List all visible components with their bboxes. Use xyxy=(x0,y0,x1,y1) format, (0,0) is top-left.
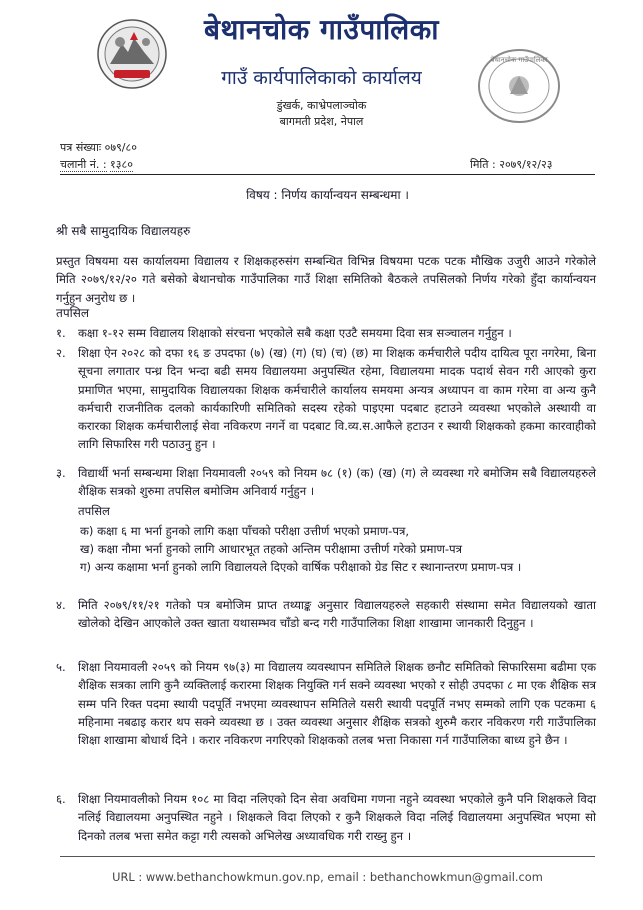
list-item xyxy=(56,464,596,504)
letter-date: मिति : २०७९/१२/२३ xyxy=(470,158,553,171)
list-item-text: शिक्षा ऐन २०२८ को दफा १६ ङ उपदफा (७) (ख) (ग) (घ) (च) (छ) मा शिक्षक कर्मचारीले पदीय दायित्व पूरा नगरेमा, बिना सूचना लगातार पन्ध्र दिन भन्दा बढी समय विद्यालयमा अनुपस्थित रहेमा, विद्यालयमा मादक पदार्थ सेवन गरी आएको कुरा प्रमाणित भएमा, सामुदायिक विद्यालयका शिक्षक कर्मचारीले कार्यालय समयमा अन्यत्र अध्यापन वा काम गरेमा वा अन्य कुनै कर्मचारी राजनीतिक दलको कार्यकारिणी समितिको सदस्य रहेको पाइएमा पदबाट हटाउने व्यवस्था भएकोले अस्थायी वा करारका शिक्षक कर्मचारीलाई सेवा नविकरण नगर्ने वा पदबाट वि.व्य.स.आफैले हटाउन र स्थायी शिक्षकको हकमा कारवाहीको लागि सिफारिस गरी पठाउनु हुन । xyxy=(78,346,596,452)
list-item-text: विद्यार्थी भर्ना सम्बन्धमा शिक्षा नियमावली २०५९ को नियम ७८ (१) (क) (ख) (ग) ले व्यवस्था गरे बमोजिम सबै विद्यालयहरुले शैक्षिक सत्रको शुरुमा तपसिल बमोजिम अनिवार्य गर्नुहुन । xyxy=(78,466,596,499)
reference-number: पत्र संख्याः ०७९/८० xyxy=(60,141,137,154)
list-item-text: शिक्षा नियमावलीको नियम १०८ मा विदा नलिएको दिन सेवा अवधिमा गणना नहुने व्यवस्था भएकोले कुनै पनि शिक्षकले विदा नलिई विद्यालयमा अनुपस्थित नहुने । शिक्षकले विदा लिएको र कुनै शिक्षकले विदा नलिई विद्यालयमा अनुपस्थित भएमा सो दिनको तलब भत्ता समेत कट्टा गरी त्यसको अभिलेख अध्यावधिक गरी राख्नु हुन । xyxy=(78,792,596,843)
address-line-1: डुंखर्क, काभ्रेपलाञ्चोक xyxy=(276,99,367,112)
footer-contact: URL : www.bethanchowkmun.gov.np, email : bethanchowkmun@gmail.com xyxy=(112,870,543,884)
office-title: बेथानचोक गाउँपालिका xyxy=(204,13,439,46)
sub-list-item: ख) कक्षा नौमा भर्ना हुनको लागि आधारभूत तहको अन्तिम परीक्षामा उत्तीर्ण गरेको प्रमाण-पत्र xyxy=(80,542,463,556)
list-item-number: ४. xyxy=(56,598,66,612)
sub-list-item: क) कक्षा ६ मा भर्ना हुनको लागि कक्षा पाँचको परीक्षा उत्तीर्ण भएको प्रमाण-पत्र, xyxy=(80,524,410,538)
official-stamp-icon xyxy=(474,46,564,126)
list-item-text: कक्षा १-१२ सम्म विद्यालय शिक्षाको संरचना भएकोले सबै कक्षा एउटै समयमा दिवा सत्र सञ्चालन गर्नुहुन । xyxy=(78,326,512,340)
office-subtitle: गाउँ कार्यपालिकाको कार्यालय xyxy=(221,67,422,89)
list-item xyxy=(56,658,596,786)
list-item xyxy=(56,596,596,654)
list-item-number: ६. xyxy=(56,792,66,806)
dispatch-value: १३८० xyxy=(110,158,133,171)
list-item xyxy=(56,344,596,456)
sub-tapasil-heading: तपसिल xyxy=(78,504,110,518)
dispatch-number xyxy=(60,157,133,172)
list-item-text: शिक्षा नियमावली २०५९ को नियम ९७(३) मा विद्यालय व्यवस्थापन समितिले शिक्षक छनौट समितिको सिफारिसमा बढीमा एक शैक्षिक सत्रका लागि कुनै व्यक्तिलाई करारमा शिक्षक नियुक्ति गर्न सक्ने व्यवस्था भएको र सोही उपदफा ८ मा एक शैक्षिक सत्र सम्म पनि रिक्त पदमा स्थायी पदपूर्ति नभएमा व्यवस्थापन समितिले यसरी स्थायी पदपूर्ति नभए सम्मको लागि एक पटकमा ६ महिनामा नबढाइ करार थप सक्ने व्यवस्था छ । उक्त व्यवस्था अनुसार शैक्षिक सत्रको शुरुमै करार नविकरण गरी गाउँपालिका शिक्षा शाखामा बोधार्थ दिने । करार नविकरण नगरिएको शिक्षकको तलब भत्ता निकासा गर्न गाउँपालिका बाध्य हुने छैन । xyxy=(78,660,596,748)
list-item-number: २. xyxy=(56,346,66,360)
sub-list-item: ग) अन्य कक्षामा भर्ना हुनको लागि विद्यालयले दिएको वार्षिक परीक्षाको ग्रेड सिट र स्थानान्तरण प्रमाण-पत्र । xyxy=(80,560,522,574)
list-item-number: ३. xyxy=(56,466,66,480)
header-divider xyxy=(60,174,595,175)
intro-paragraph: प्रस्तुत विषयमा यस कार्यालयमा विद्यालय र शिक्षकहरुसंग सम्बन्धित विभिन्न विषयमा पटक पटक मौखिक उजुरी आउने गरेकोले मिति २०७९/१२/२० गते बसेको बेथानचोक गाउँपालिका गाउँ शिक्षा समितिको बैठकले तपसिलको निर्णय गरेको हुँदा कार्यान्वयन गर्नुहुन अनुरोध छ । xyxy=(56,254,596,305)
list-item-text: मिति २०७९/११/२१ गतेको पत्र बमोजिम प्राप्त तथ्याङ्क अनुसार विद्यालयहरुले सहकारी संस्थामा समेत विद्यालयको खाता खोलेको देखिन आएकोले उक्त खाता यथासम्भव चाँडो बन्द गरी गाउँपालिका शिक्षा शाखामा जानकारी दिनुहुन । xyxy=(78,598,596,631)
tapasil-heading: तपसिल xyxy=(56,306,90,320)
address-line-2: बागमती प्रदेश, नेपाल xyxy=(279,115,364,128)
list-item-number: ५. xyxy=(56,660,66,674)
list-item-number: १. xyxy=(56,326,66,340)
salutation: श्री सबै सामुदायिक विद्यालयहरु xyxy=(56,224,191,238)
dispatch-label: चलानी नं. : xyxy=(60,158,107,171)
stamp-text: बेथानचोक गाउँपालिका xyxy=(490,56,548,64)
footer-divider xyxy=(60,856,595,857)
list-item xyxy=(56,790,596,848)
subject-line: विषय : निर्णय कार्यान्वयन सम्बन्धमा । xyxy=(246,188,409,202)
